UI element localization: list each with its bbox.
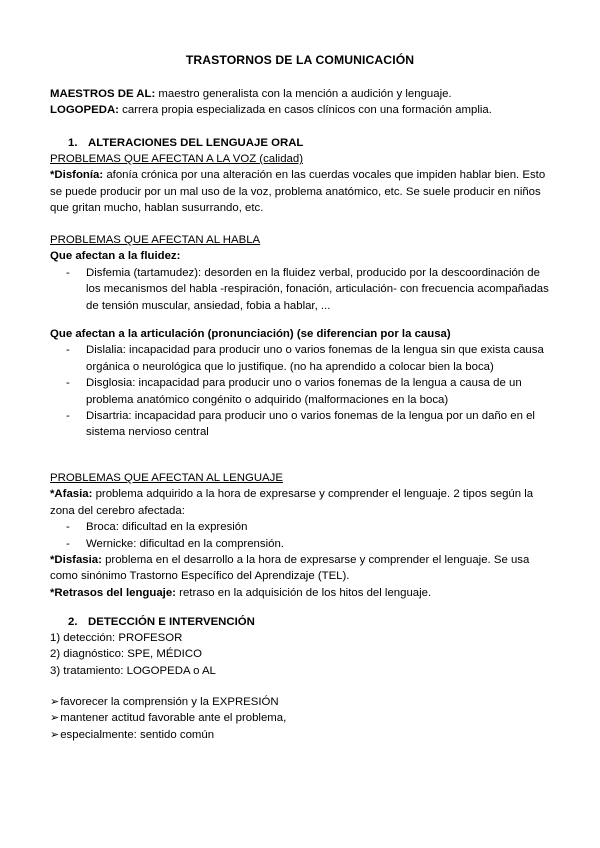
section2-heading (50, 614, 552, 630)
bullets-block (50, 694, 552, 743)
articulacion-list (50, 342, 552, 440)
retraso-term: *Retrasos del lenguaje: (50, 586, 176, 599)
list-item: - Broca: dificultad en la expresión (50, 519, 552, 535)
step-item: 3) tratamiento: LOGOPEDA o AL (50, 664, 216, 677)
list-item: - Disartria: incapacidad para producir uno o varios fonemas de la lengua por un daño en el sistema nervioso central (50, 408, 552, 441)
intro-logopeda (50, 102, 552, 118)
lenguaje-heading: PROBLEMAS QUE AFECTAN AL LENGUAJE (50, 472, 283, 484)
intro-logopeda-term: LOGOPEDA: (50, 104, 119, 117)
lenguaje-block (50, 470, 552, 601)
list-item: - Disglosia: incapacidad para producir uno o varios fonemas de la lengua a causa de un problema anatómico congénito o adquirido (malformaciones en la boca) (50, 375, 552, 408)
retraso-text: retraso en la adquisición de los hitos del lenguaje. (175, 586, 432, 599)
arrow-bullet-item: ➢ favorecer la comprensión y la EXPRESIÓN (50, 694, 552, 710)
fluidez-title: Que afectan a la fluidez: (50, 250, 181, 263)
intro-maestros (50, 86, 552, 102)
disfasia-paragraph (50, 552, 552, 585)
habla-block (50, 232, 552, 314)
steps-block (50, 630, 552, 679)
disfasia-text: problema en el desarrollo a la hora de expresarse y comprender el lenguaje. Se usa como sinónimo Trastorno Específico del Aprendizaje (TEL). (50, 554, 530, 583)
articulacion-title: Que afectan a la articulación (pronunciación) (se diferencian por la causa) (50, 328, 451, 340)
habla-heading: PROBLEMAS QUE AFECTAN AL HABLA (50, 234, 261, 246)
disfasia-term: *Disfasia: (50, 554, 102, 567)
arrow-bullet-item: ➢ mantener actitud favorable ante el problema, (50, 710, 552, 726)
intro-maestros-term: MAESTROS DE AL: (50, 88, 156, 100)
list-item: - Wernicke: dificultad en la comprensión. (50, 536, 552, 552)
section2-number: 2. (68, 616, 78, 628)
afasia-paragraph (50, 486, 552, 519)
section1-title: ALTERACIONES DEL LENGUAJE ORAL (88, 137, 304, 149)
section1-number: 1. (68, 137, 78, 149)
step-item: 2) diagnóstico: SPE, MÉDICO (50, 648, 202, 661)
retraso-paragraph (50, 585, 552, 601)
afasia-list (50, 519, 552, 552)
disfonia-text: afonía crónica por una alteración en las cuerdas vocales que impiden hablar bien. Esto se puede producir por un mal uso de la voz, problema anatómico, etc. Se suele producir en niños que gritan mucho, hablan susurrando, etc. (50, 169, 546, 215)
disfonia-paragraph (50, 167, 552, 216)
disfonia-term: *Disfonía: (50, 169, 104, 182)
list-item: - Dislalia: incapacidad para producir uno o varios fonemas de la lengua sin que exista causa orgánica o neurológica que lo justifique. (no ha aprendido a colocar bien la boca) (50, 342, 552, 375)
document-title: TRASTORNOS DE LA COMUNICACIÓN (185, 53, 415, 67)
voz-block (50, 151, 552, 217)
step-item: 1) detección: PROFESOR (50, 632, 183, 644)
list-item: - Disfemia (tartamudez): desorden en la fluidez verbal, producido por la descoordinación de los mecanismos del habla -respiración, fonación, articulación- con frecuencia acompañadas de tensión muscular, ansiedad, fobia a hablar, ... (50, 265, 552, 314)
intro-logopeda-text: carrera propia especializada en casos clínicos con una formación amplia. (118, 104, 492, 117)
section2-title: DETECCIÓN E INTERVENCIÓN (88, 616, 255, 628)
afasia-text: problema adquirido a la hora de expresarse y comprender el lenguaje. 2 tipos según la zona del cerebro afectada: (50, 488, 534, 517)
fluidez-list (50, 265, 552, 314)
section1-heading (50, 135, 552, 151)
intro-maestros-text: maestro generalista con la mención a audición y lenguaje. (155, 88, 452, 100)
arrow-bullet-item: ➢ especialmente: sentido común (50, 727, 552, 743)
intro-block (50, 86, 552, 119)
afasia-term: *Afasia: (50, 488, 93, 501)
voz-heading: PROBLEMAS QUE AFECTAN A LA VOZ (calidad) (50, 153, 303, 165)
articulacion-block (50, 326, 552, 441)
